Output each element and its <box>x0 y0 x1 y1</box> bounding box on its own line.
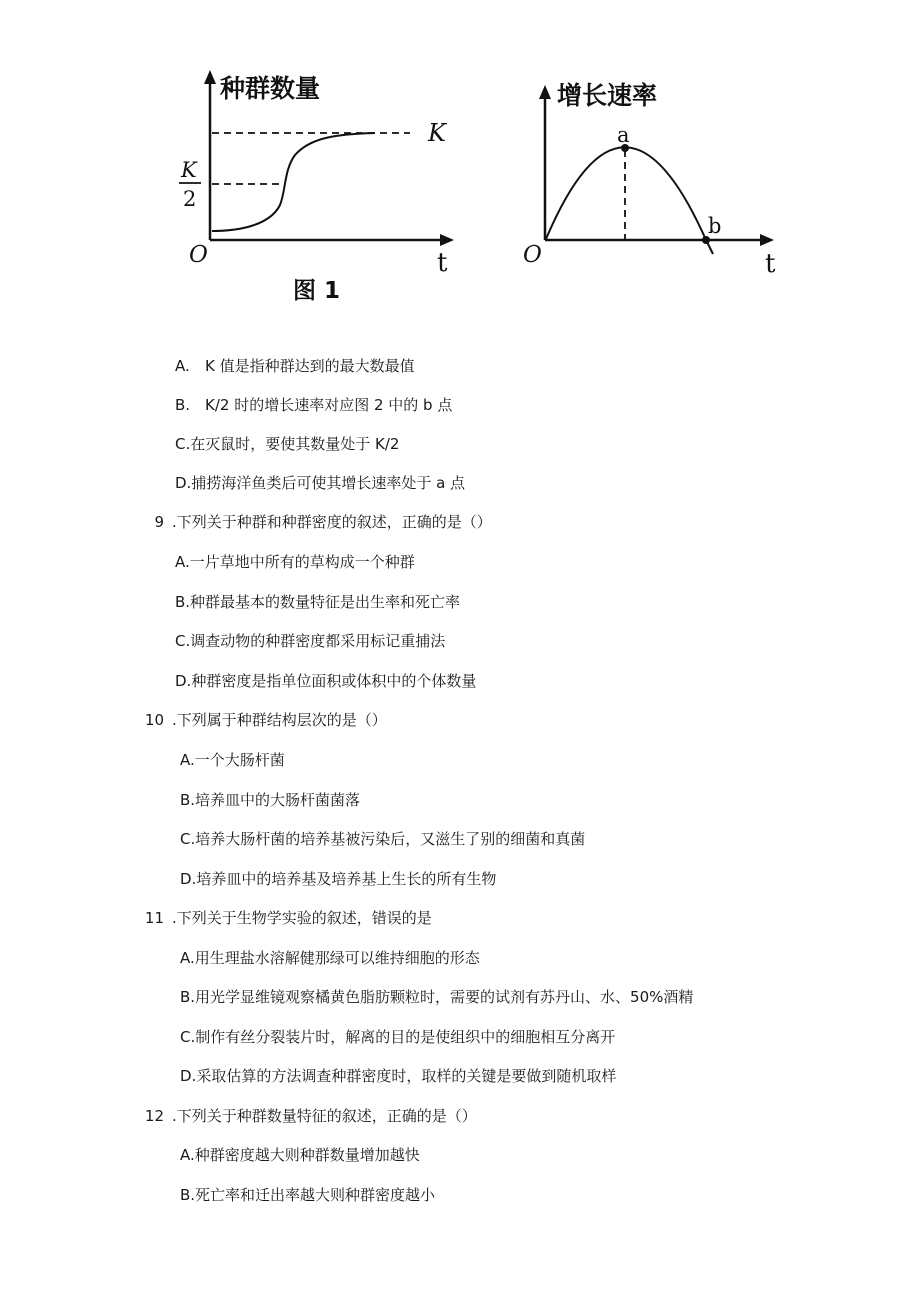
q10-option-a: A.一个大肠杆菌 <box>180 751 285 769</box>
q8-option-a <box>175 355 415 377</box>
q9-stem-text: .下列关于种群和种群密度的叙述，正确的是（） <box>172 513 492 531</box>
q9-option-b: B.种群最基本的数量特征是出生率和死亡率 <box>175 593 461 611</box>
fig1-x-label: t <box>437 248 448 278</box>
fig1-origin-label: O <box>189 242 208 268</box>
figure-2 <box>539 85 774 254</box>
q8-option-c-label: C. <box>175 435 191 453</box>
q11-stem-text: .下列关于生物学实验的叙述，错误的是 <box>172 909 432 927</box>
q9-option-a: A.一片草地中所有的草构成一个种群 <box>175 553 415 571</box>
fig1-y-label: 种群数量 <box>220 74 321 103</box>
q9-option-d: D.种群密度是指单位面积或体积中的个体数量 <box>175 672 477 690</box>
q8-option-b <box>175 394 452 416</box>
fig2-y-arrow-icon <box>539 85 551 99</box>
q11-option-d: D.采取估算的方法调查种群密度时，取样的关键是要做到随机取样 <box>180 1067 617 1085</box>
q11-option-b: B.用光学显维镜观察橘黄色脂肪颗粒时，需要的试剂有苏丹山、水、50%酒精 <box>180 988 694 1006</box>
fig2-point-b-label: b <box>708 214 722 238</box>
fig2-parabola <box>546 147 706 240</box>
q11-option-a: A.用生理盐水溶解健那绿可以维持细胞的形态 <box>180 949 480 967</box>
fig1-caption: 图 1 <box>293 278 341 304</box>
figures-area <box>0 0 920 330</box>
q8-option-c-text: 在灭鼠时，要使其数量处于 K/2 <box>190 435 400 453</box>
q12-number: 12 <box>144 1107 164 1125</box>
figures-svg <box>0 0 920 330</box>
q10-option-d: D.培养皿中的培养基及培养基上生长的所有生物 <box>180 870 497 888</box>
q9-number: 9 <box>154 513 164 531</box>
fig1-halfk-denominator: 2 <box>183 187 197 211</box>
fig2-y-label: 增长速率 <box>557 81 658 110</box>
q12-option-a: A.种群密度越大则种群数量增加越快 <box>180 1146 420 1164</box>
q11-number: 11 <box>144 909 164 927</box>
fig1-x-arrow-icon <box>440 234 454 246</box>
q8-option-b-text: K/2 时的增长速率对应图 2 中的 b 点 <box>205 396 453 414</box>
q8-option-a-text: K 值是指种群达到的最大数最值 <box>205 357 415 375</box>
q12-stem-text: .下列关于种群数量特征的叙述，正确的是（） <box>172 1107 477 1125</box>
q8-option-d-label: D. <box>175 474 192 492</box>
q8-option-b-label: B. <box>175 396 191 414</box>
q8-option-a-label: A. <box>175 357 190 375</box>
q10-number: 10 <box>144 711 164 729</box>
q8-option-d <box>175 472 465 494</box>
q8-option-c <box>175 433 399 455</box>
q10-option-c: C.培养大肠杆菌的培养基被污染后，又滋生了别的细菌和真菌 <box>180 830 586 848</box>
fig2-origin-label: O <box>523 242 542 268</box>
q10-option-b: B.培养皿中的大肠杆菌菌落 <box>180 791 361 809</box>
fig1-halfk-numerator: K <box>181 158 197 182</box>
q10-stem-text: .下列属于种群结构层次的是（） <box>172 711 387 729</box>
q11-option-c: C.制作有丝分裂装片时，解离的目的是使组织中的细胞相互分离开 <box>180 1028 616 1046</box>
q8-option-d-text: 捕捞海洋鱼类后可使其增长速率处于 a 点 <box>191 474 466 492</box>
fig2-point-a-label: a <box>617 123 630 147</box>
q9-option-c: C.调查动物的种群密度都采用标记重捕法 <box>175 632 446 650</box>
fig2-x-arrow-icon <box>760 234 774 246</box>
fig1-s-curve <box>212 133 375 231</box>
fig1-k-label: K <box>428 119 446 147</box>
q12-option-b: B.死亡率和迁出率越大则种群密度越小 <box>180 1186 436 1204</box>
fig2-x-label: t <box>765 249 776 279</box>
fig1-y-arrow-icon <box>204 70 216 84</box>
